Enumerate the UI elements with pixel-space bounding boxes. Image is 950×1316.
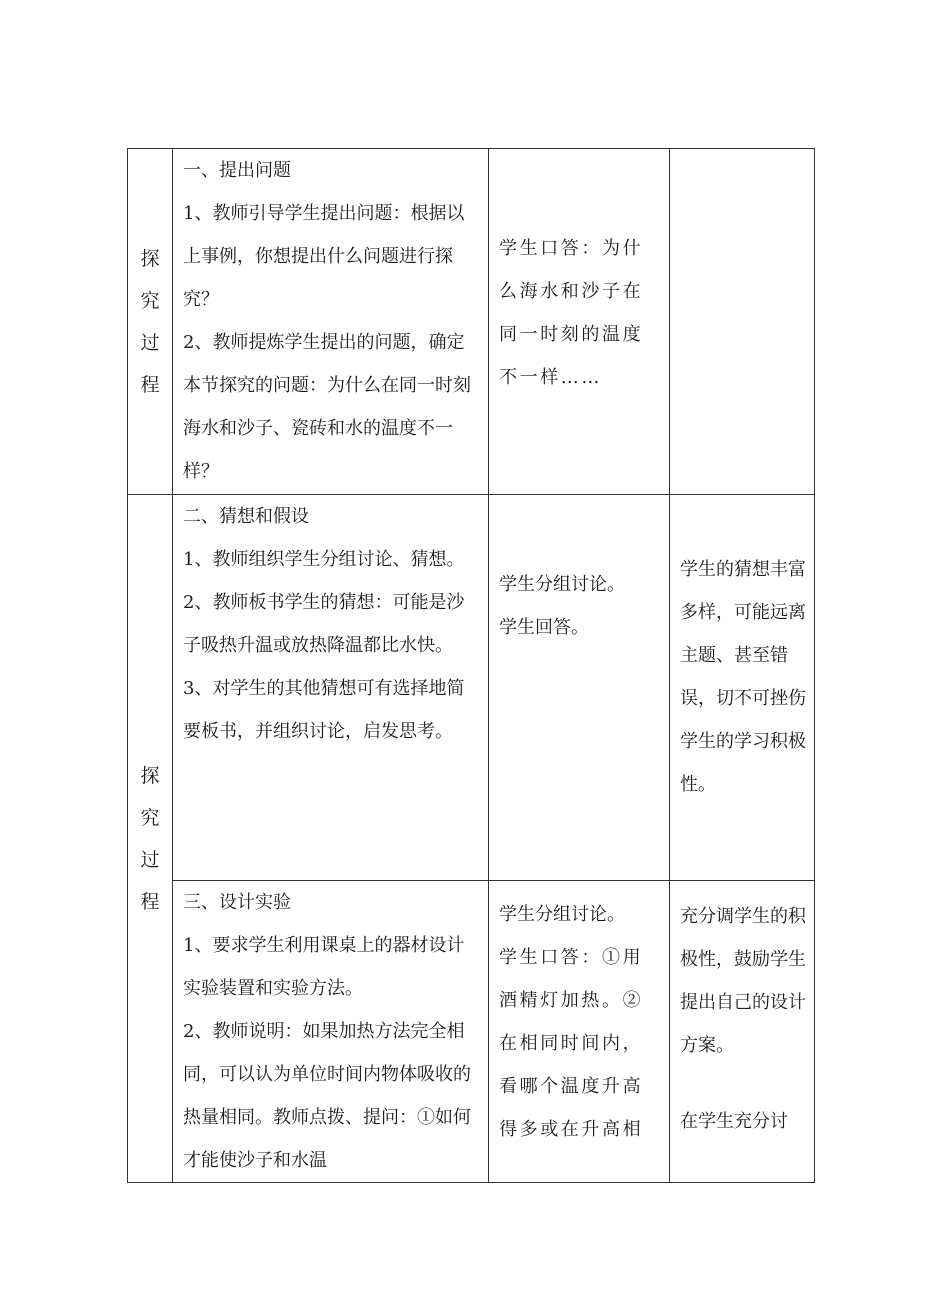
table-row — [128, 495, 815, 881]
teacher-heading: 二、猜想和假设 — [183, 506, 309, 527]
student-response: 学生口答：①用酒精灯加热。②在相同时间内，看哪个温度升高得多或在升高相 — [499, 947, 644, 1140]
student-activity-cell — [489, 495, 670, 881]
lesson-plan-table — [127, 148, 815, 1183]
design-intent-cell — [670, 881, 815, 1183]
teacher-heading: 三、设计实验 — [183, 892, 291, 913]
table-row — [128, 149, 815, 495]
student-response: 学生回答。 — [499, 617, 589, 638]
teacher-activity-cell — [173, 495, 489, 881]
teacher-activity-cell — [173, 881, 489, 1183]
teacher-step: 3、对学生的其他猜想可有选择地简要板书，并组织讨论，启发思考。 — [183, 678, 465, 742]
design-intent-cell — [670, 495, 815, 881]
student-response: 学生分组讨论。 — [499, 904, 625, 925]
teacher-heading: 一、提出问题 — [183, 160, 291, 181]
student-response: 学生分组讨论。 — [499, 574, 625, 595]
table-row — [128, 881, 815, 1183]
teacher-step: 1、教师组织学生分组讨论、猜想。 — [183, 549, 465, 570]
teacher-step: 2、教师说明：如果加热方法完全相同，可以认为单位时间内物体吸收的热量相同。教师点拨、提问：①如何才能使沙子和水温 — [183, 1021, 471, 1171]
teacher-step: 1、要求学生利用课桌上的器材设计实验装置和实验方法。 — [183, 935, 465, 999]
design-note: 学生的猜想丰富多样，可能远离主题、甚至错误，切不可挫伤学生的学习积极性。 — [680, 559, 806, 795]
teacher-activity-cell — [173, 149, 489, 495]
section-label-cell — [128, 149, 173, 495]
section-label-cell — [128, 495, 173, 1183]
design-note: 充分调学生的积极性，鼓励学生提出自己的设计方案。 — [680, 906, 806, 1056]
student-response: 学生口答：为什么海水和沙子在同一时刻的温度不一样…… — [499, 237, 644, 388]
student-activity-cell — [489, 881, 670, 1183]
section-label: 探究过程 — [140, 764, 160, 913]
design-intent-cell — [670, 149, 815, 495]
section-label: 探究过程 — [140, 247, 160, 396]
design-note: 在学生充分讨 — [680, 1111, 788, 1132]
teacher-step: 2、教师提炼学生提出的问题，确定本节探究的问题：为什么在同一时刻海水和沙子、瓷砖和水的温度不一样？ — [183, 332, 471, 482]
teacher-step: 1、教师引导学生提出问题：根据以上事例，你想提出什么问题进行探究？ — [183, 203, 465, 310]
student-activity-cell — [489, 149, 670, 495]
teacher-step: 2、教师板书学生的猜想：可能是沙子吸热升温或放热降温都比水快。 — [183, 592, 465, 656]
